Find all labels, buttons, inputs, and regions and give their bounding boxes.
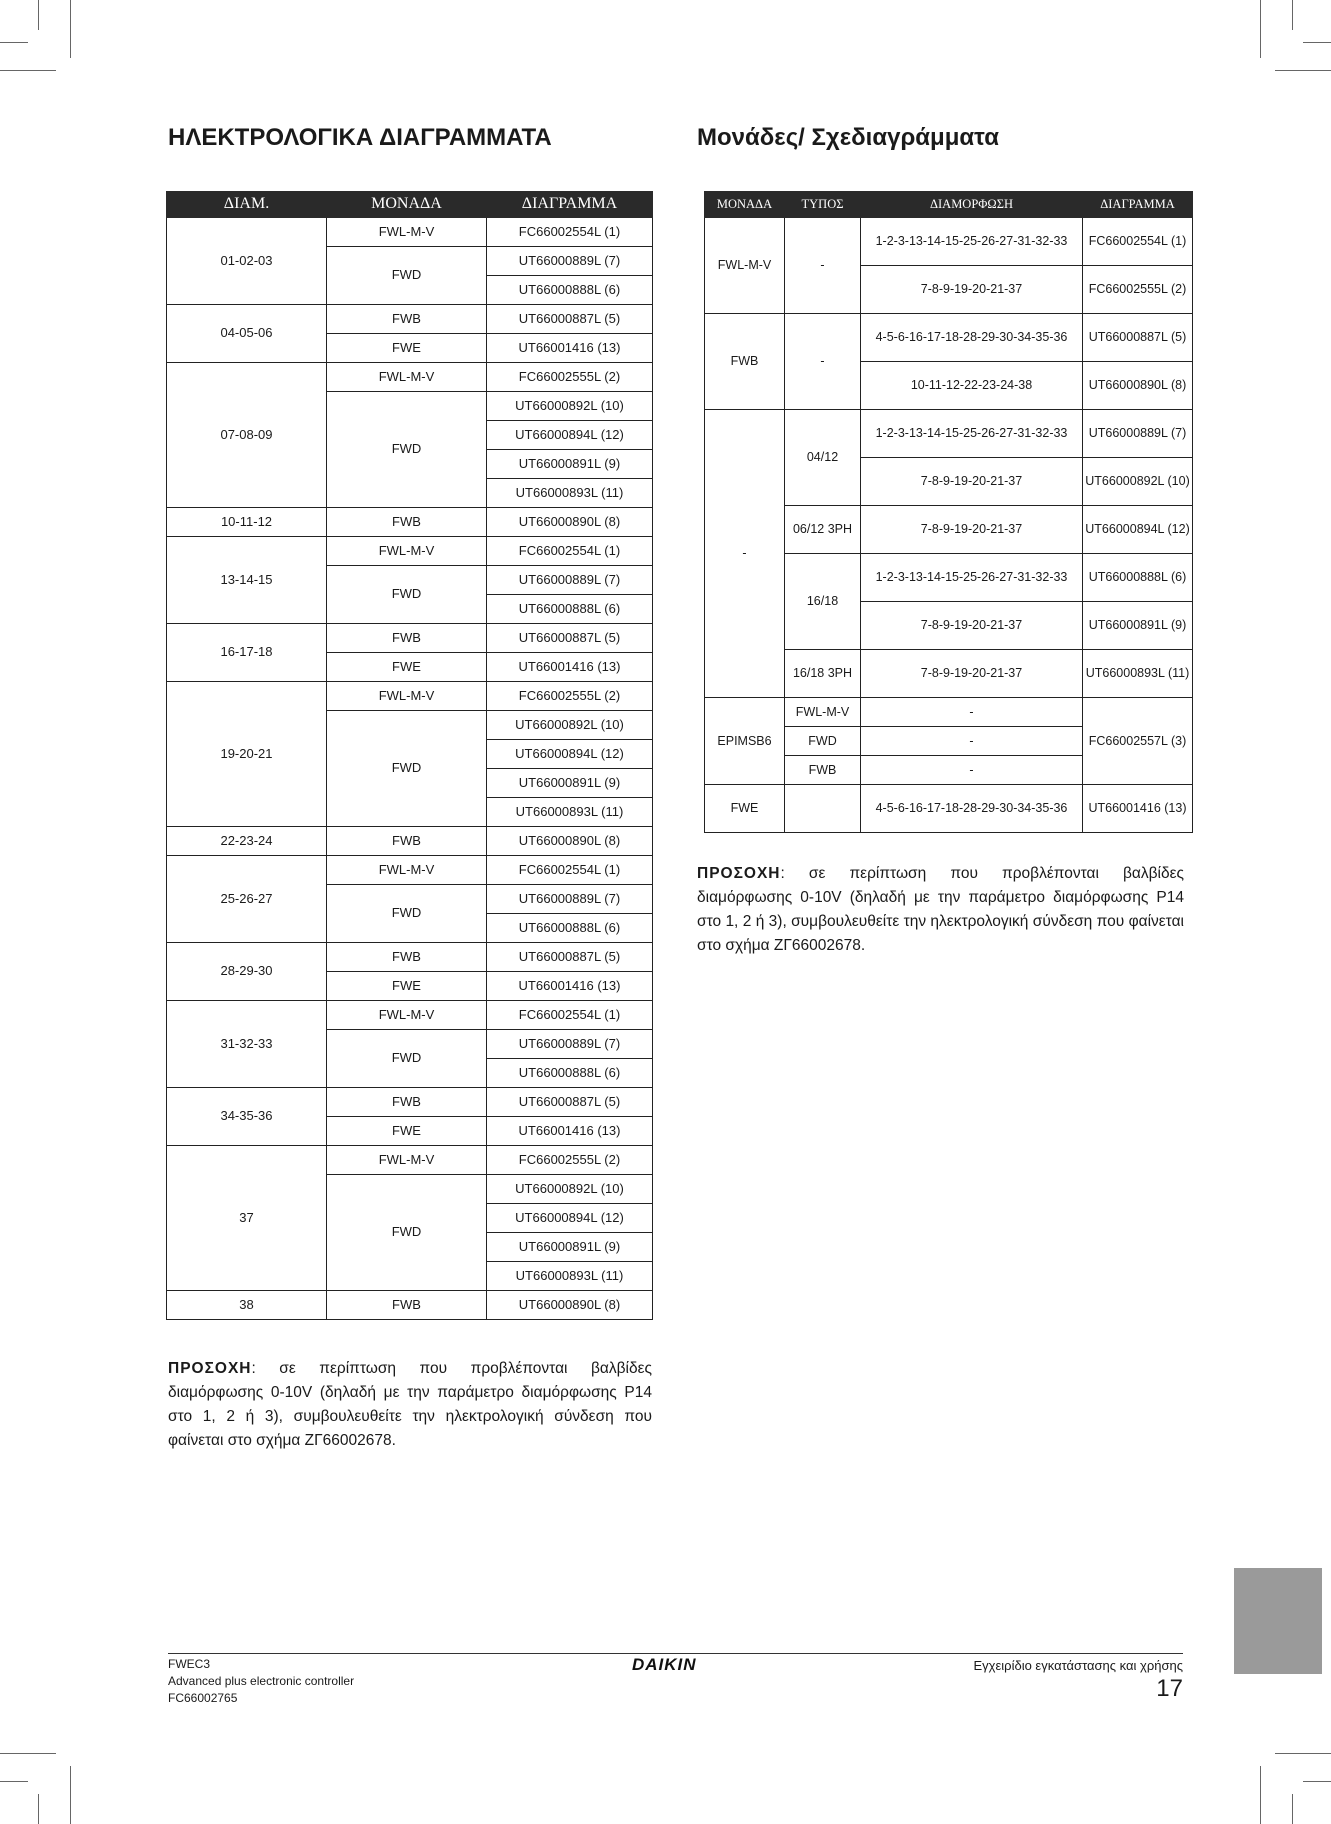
unit-cell: FWE	[327, 653, 487, 682]
config-cell: 7-8-9-19-20-21-37	[861, 602, 1083, 650]
table-row	[167, 218, 653, 247]
config-cell: 16-17-18	[167, 624, 327, 682]
crop-mark	[1303, 1781, 1331, 1782]
diagram-cell: UT66000889L (7)	[487, 1030, 653, 1059]
unit-cell: FWB	[327, 305, 487, 334]
diagram-cell: UT66000889L (7)	[1083, 410, 1193, 458]
diagram-cell: UT66000893L (11)	[487, 1262, 653, 1291]
diagram-cell: UT66001416 (13)	[1083, 785, 1193, 833]
diagram-cell: UT66001416 (13)	[487, 972, 653, 1001]
unit-cell: FWL-M-V	[327, 1146, 487, 1175]
table-row	[167, 1291, 653, 1320]
diagram-cell: UT66000893L (11)	[487, 479, 653, 508]
table-row	[705, 785, 1193, 833]
diagram-cell: UT66000887L (5)	[487, 1088, 653, 1117]
crop-mark	[1292, 1794, 1293, 1824]
config-cell: 25-26-27	[167, 856, 327, 943]
crop-mark	[0, 42, 28, 43]
config-cell: 37	[167, 1146, 327, 1291]
wiring-diagrams-table	[166, 191, 653, 1320]
diagram-cell: UT66000888L (6)	[487, 595, 653, 624]
unit-cell: FWD	[327, 711, 487, 827]
crop-mark	[1275, 1753, 1331, 1754]
table-row	[705, 314, 1193, 362]
unit-cell: -	[705, 410, 785, 698]
diagram-cell: UT66000894L (12)	[1083, 506, 1193, 554]
unit-cell: FWL-M-V	[327, 856, 487, 885]
unit-cell: FWB	[327, 827, 487, 856]
table-row	[705, 698, 1193, 727]
config-cell: 28-29-30	[167, 943, 327, 1001]
table-row	[167, 1088, 653, 1117]
diagram-cell: UT66000891L (9)	[487, 450, 653, 479]
footer-model: FWEC3	[168, 1657, 210, 1671]
diagram-cell: UT66000892L (10)	[1083, 458, 1193, 506]
right-caution-note	[697, 862, 1184, 958]
diagram-cell: FC66002555L (2)	[487, 363, 653, 392]
crop-mark	[70, 1766, 71, 1824]
diagram-cell: UT66000889L (7)	[487, 885, 653, 914]
unit-cell: FWB	[705, 314, 785, 410]
unit-cell: FWD	[327, 1175, 487, 1291]
config-cell: -	[861, 698, 1083, 727]
crop-mark	[1260, 0, 1261, 58]
config-cell: 19-20-21	[167, 682, 327, 827]
header-cell: ΜΟΝΑΔΑ	[705, 192, 785, 218]
table-row	[705, 410, 1193, 458]
config-cell: 7-8-9-19-20-21-37	[861, 266, 1083, 314]
diagram-cell: UT66001416 (13)	[487, 1117, 653, 1146]
config-cell: 4-5-6-16-17-18-28-29-30-34-35-36	[861, 785, 1083, 833]
diagram-cell: UT66000890L (8)	[487, 827, 653, 856]
table-row	[705, 218, 1193, 266]
diagram-cell: UT66000893L (11)	[487, 798, 653, 827]
unit-cell: FWB	[327, 624, 487, 653]
unit-cell: FWE	[327, 1117, 487, 1146]
diagram-cell: UT66000891L (9)	[1083, 602, 1193, 650]
config-cell: 7-8-9-19-20-21-37	[861, 458, 1083, 506]
diagram-cell: FC66002554L (1)	[487, 1001, 653, 1030]
diagram-cell: FC66002554L (1)	[1083, 218, 1193, 266]
left-title: ΗΛΕΚΤΡΟΛΟΓΙΚΑ ΔΙΑΓΡΑΜΜΑΤΑ	[168, 124, 552, 151]
caution-text: : σε περίπτωση που προβλέπονται βαλβίδες διαμόρφωσης 0-10V (δηλαδή με την παράμετρο διαμόρφωσης P14 στο 1, 2 ή 3), συμβουλευθείτε την ηλεκτρολογική σύνδεση που φαίνεται στο σχήμα ZΓ66002678.	[168, 1360, 652, 1450]
diagram-cell: UT66000888L (6)	[1083, 554, 1193, 602]
table-row	[167, 363, 653, 392]
type-cell: FWD	[785, 727, 861, 756]
header-cell: ΤΥΠΟΣ	[785, 192, 861, 218]
crop-mark	[1292, 0, 1293, 30]
unit-cell: FWL-M-V	[327, 218, 487, 247]
diagram-cell: UT66001416 (13)	[487, 653, 653, 682]
crop-mark	[1260, 1766, 1261, 1824]
type-cell: 04/12	[785, 410, 861, 506]
caution-label: ΠΡΟΣΟΧΗ	[168, 1360, 252, 1377]
header-cell: ΔΙΑΓΡΑΜΜΑ	[487, 192, 653, 218]
type-cell: 16/18 3PH	[785, 650, 861, 698]
unit-cell: FWL-M-V	[327, 1001, 487, 1030]
crop-mark	[70, 0, 71, 58]
unit-cell: FWE	[327, 972, 487, 1001]
diagram-cell: UT66000887L (5)	[487, 943, 653, 972]
table-header-row	[705, 192, 1193, 218]
table-row	[167, 1001, 653, 1030]
table-row	[167, 943, 653, 972]
left-caution-note	[168, 1357, 652, 1453]
config-cell: 31-32-33	[167, 1001, 327, 1088]
diagram-cell: UT66000893L (11)	[1083, 650, 1193, 698]
unit-cell: FWB	[327, 508, 487, 537]
unit-cell: EPIMSB6	[705, 698, 785, 785]
table-row	[167, 827, 653, 856]
header-cell: ΔΙΑΜ.	[167, 192, 327, 218]
crop-mark	[0, 70, 56, 71]
config-cell: 01-02-03	[167, 218, 327, 305]
unit-cell: FWD	[327, 566, 487, 624]
header-cell: ΔΙΑΓΡΑΜΜΑ	[1083, 192, 1193, 218]
unit-cell: FWL-M-V	[705, 218, 785, 314]
crop-mark	[0, 1753, 56, 1754]
footer-code: FC66002765	[168, 1691, 238, 1705]
diagram-cell: UT66000890L (8)	[487, 1291, 653, 1320]
crop-mark	[38, 0, 39, 30]
diagram-cell: FC66002555L (2)	[1083, 266, 1193, 314]
unit-cell: FWB	[327, 1088, 487, 1117]
type-cell: -	[785, 314, 861, 410]
footer-manual-title: Εγχειρίδιο εγκατάστασης και χρήσης	[973, 1658, 1183, 1673]
header-cell: ΜΟΝΑΔΑ	[327, 192, 487, 218]
unit-cell: FWB	[327, 943, 487, 972]
diagram-cell: FC66002554L (1)	[487, 537, 653, 566]
diagram-cell: UT66000892L (10)	[487, 392, 653, 421]
footer-product: Advanced plus electronic controller	[168, 1674, 355, 1688]
diagram-cell: UT66000887L (5)	[487, 305, 653, 334]
unit-cell: FWB	[327, 1291, 487, 1320]
diagram-cell: UT66000888L (6)	[487, 914, 653, 943]
diagram-cell: FC66002555L (2)	[487, 1146, 653, 1175]
unit-cell: FWE	[327, 334, 487, 363]
page-number: 17	[1156, 1675, 1183, 1702]
diagram-cell: UT66000887L (5)	[487, 624, 653, 653]
table-row	[167, 537, 653, 566]
diagram-cell: FC66002555L (2)	[487, 682, 653, 711]
unit-cell: FWL-M-V	[327, 682, 487, 711]
unit-cell: FWL-M-V	[327, 537, 487, 566]
config-cell: 07-08-09	[167, 363, 327, 508]
footer-divider	[168, 1653, 1183, 1654]
crop-mark	[1275, 70, 1331, 71]
diagram-cell: UT66000894L (12)	[487, 740, 653, 769]
config-cell: 1-2-3-13-14-15-25-26-27-31-32-33	[861, 218, 1083, 266]
type-cell: 16/18	[785, 554, 861, 650]
diagram-cell: FC66002554L (1)	[487, 218, 653, 247]
config-cell: 13-14-15	[167, 537, 327, 624]
unit-cell: FWD	[327, 392, 487, 508]
diagram-cell: UT66000890L (8)	[1083, 362, 1193, 410]
config-cell: 1-2-3-13-14-15-25-26-27-31-32-33	[861, 554, 1083, 602]
type-cell: -	[785, 218, 861, 314]
type-cell	[785, 785, 861, 833]
unit-cell: FWD	[327, 885, 487, 943]
unit-cell: FWD	[327, 247, 487, 305]
unit-cell: FWD	[327, 1030, 487, 1088]
table-row	[167, 624, 653, 653]
diagram-cell: UT66000891L (9)	[487, 769, 653, 798]
config-cell: 4-5-6-16-17-18-28-29-30-34-35-36	[861, 314, 1083, 362]
diagram-cell: UT66000890L (8)	[487, 508, 653, 537]
table-row	[167, 856, 653, 885]
crop-mark	[38, 1794, 39, 1824]
unit-cell: FWE	[705, 785, 785, 833]
diagram-cell: UT66000892L (10)	[487, 711, 653, 740]
config-cell: 22-23-24	[167, 827, 327, 856]
unit-cell: FWL-M-V	[327, 363, 487, 392]
config-cell: 38	[167, 1291, 327, 1320]
chapter-tab	[1234, 1568, 1322, 1674]
config-cell: 34-35-36	[167, 1088, 327, 1146]
diagram-cell: UT66000889L (7)	[487, 566, 653, 595]
type-cell: FWB	[785, 756, 861, 785]
table-row	[167, 508, 653, 537]
diagram-cell: UT66000891L (9)	[487, 1233, 653, 1262]
daikin-logo: DAIKIN	[632, 1655, 697, 1674]
table-row	[167, 305, 653, 334]
caution-label: ΠΡΟΣΟΧΗ	[697, 865, 781, 882]
diagram-cell: FC66002557L (3)	[1083, 698, 1193, 785]
diagram-cell: UT66000888L (6)	[487, 276, 653, 305]
config-cell: -	[861, 756, 1083, 785]
crop-mark	[0, 1781, 28, 1782]
right-title: Μονάδες/ Σχεδιαγράμματα	[697, 124, 999, 151]
header-cell: ΔΙΑΜΟΡΦΩΣΗ	[861, 192, 1083, 218]
config-cell: 04-05-06	[167, 305, 327, 363]
units-diagrams-table	[704, 191, 1193, 833]
table-header-row	[167, 192, 653, 218]
type-cell: 06/12 3PH	[785, 506, 861, 554]
diagram-cell: UT66001416 (13)	[487, 334, 653, 363]
caution-text: : σε περίπτωση που προβλέπονται βαλβίδες διαμόρφωσης 0-10V (δηλαδή με την παράμετρο διαμόρφωσης P14 στο 1, 2 ή 3), συμβουλευθείτε την ηλεκτρολογική σύνδεση που φαίνεται στο σχήμα ZΓ66002678.	[697, 865, 1184, 955]
config-cell: -	[861, 727, 1083, 756]
diagram-cell: FC66002554L (1)	[487, 856, 653, 885]
crop-mark	[1303, 42, 1331, 43]
diagram-cell: UT66000894L (12)	[487, 421, 653, 450]
diagram-cell: UT66000889L (7)	[487, 247, 653, 276]
table-row	[167, 682, 653, 711]
diagram-cell: UT66000892L (10)	[487, 1175, 653, 1204]
diagram-cell: UT66000887L (5)	[1083, 314, 1193, 362]
config-cell: 10-11-12-22-23-24-38	[861, 362, 1083, 410]
config-cell: 7-8-9-19-20-21-37	[861, 506, 1083, 554]
type-cell: FWL-M-V	[785, 698, 861, 727]
config-cell: 10-11-12	[167, 508, 327, 537]
footer-document-info	[168, 1656, 354, 1707]
diagram-cell: UT66000888L (6)	[487, 1059, 653, 1088]
config-cell: 7-8-9-19-20-21-37	[861, 650, 1083, 698]
diagram-cell: UT66000894L (12)	[487, 1204, 653, 1233]
table-row	[167, 1146, 653, 1175]
config-cell: 1-2-3-13-14-15-25-26-27-31-32-33	[861, 410, 1083, 458]
